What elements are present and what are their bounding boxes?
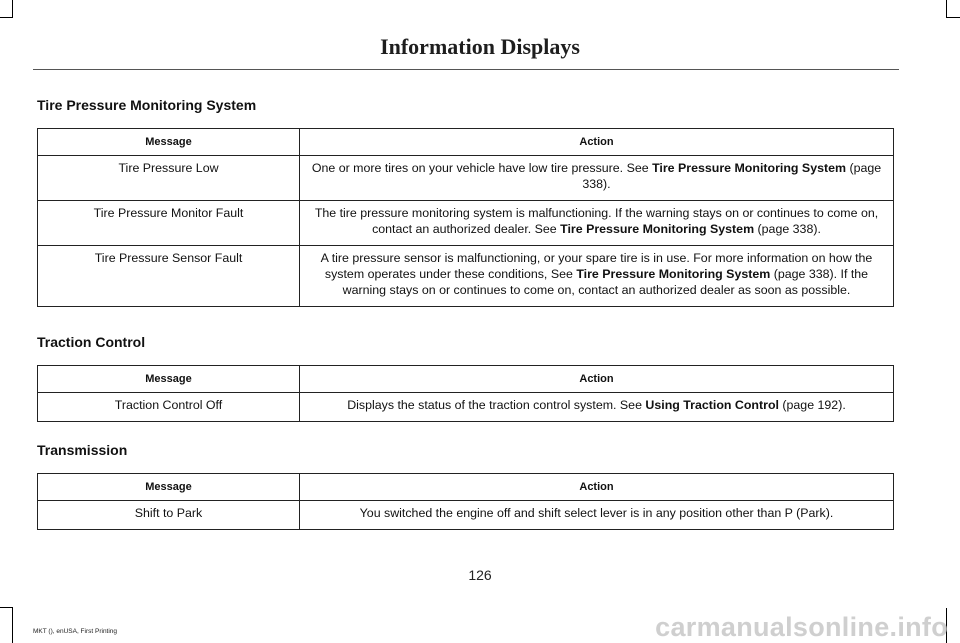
cross-reference-link[interactable]: Tire Pressure Monitoring System	[652, 161, 847, 175]
cross-reference-link[interactable]: Tire Pressure Monitoring System	[576, 267, 771, 281]
column-header-action: Action	[300, 474, 894, 501]
page-reference: (page 338). If the warning stays on or continues to come on, contact an authorized dealer as soon as possible.	[342, 267, 869, 297]
column-header-action: Action	[300, 366, 894, 393]
cross-reference-link[interactable]: Using Traction Control	[645, 398, 779, 412]
crop-mark-top-right-h	[946, 17, 960, 18]
section-title-tire-pressure: Tire Pressure Monitoring System	[37, 97, 257, 113]
crop-mark-bottom-left-h	[0, 607, 13, 608]
crop-mark-top-right-v	[946, 0, 947, 17]
page-reference: (page 338).	[754, 222, 821, 236]
action-text: Displays the status of the traction control system. See	[347, 398, 646, 412]
column-header-message: Message	[38, 129, 300, 156]
transmission-table	[37, 473, 894, 530]
page-reference: (page 338).	[582, 161, 882, 191]
column-header-message: Message	[38, 366, 300, 393]
table-header-row	[38, 366, 894, 393]
action-text: The tire pressure monitoring system is malfunctioning. If the warning stays on or continues to come on, contact an authorized dealer. See	[314, 206, 879, 236]
page-header-title: Information Displays	[380, 34, 580, 59]
action-cell	[300, 201, 894, 246]
action-text: One or more tires on your vehicle have low tire pressure. See	[311, 161, 653, 175]
table-row	[38, 393, 894, 422]
page-number: 126	[468, 567, 492, 583]
table-row	[38, 246, 894, 307]
table-row	[38, 156, 894, 201]
action-text: You switched the engine off and shift select lever is in any position other than P (Park).	[359, 506, 834, 520]
action-cell	[300, 156, 894, 201]
crop-mark-top-left-v	[12, 0, 13, 17]
table-header-row	[38, 474, 894, 501]
table-header-row	[38, 129, 894, 156]
message-cell: Shift to Park	[38, 501, 300, 530]
section-title-traction-control: Traction Control	[37, 334, 146, 350]
action-text: A tire pressure sensor is malfunctioning, or your spare tire is in use. For more information on how the system operates under these conditions, See	[320, 251, 873, 281]
traction-control-table	[37, 365, 894, 422]
action-cell	[300, 501, 894, 530]
table-row	[38, 501, 894, 530]
page-reference: (page 192).	[778, 398, 846, 412]
table-row	[38, 201, 894, 246]
section-title-transmission: Transmission	[37, 442, 128, 458]
crop-mark-bottom-left-v	[12, 608, 13, 643]
message-cell: Tire Pressure Monitor Fault	[38, 201, 300, 246]
watermark: carmanualsonline.info	[655, 612, 948, 642]
message-cell: Traction Control Off	[38, 393, 300, 422]
message-cell: Tire Pressure Low	[38, 156, 300, 201]
cross-reference-link[interactable]: Tire Pressure Monitoring System	[560, 222, 755, 236]
message-cell: Tire Pressure Sensor Fault	[38, 246, 300, 307]
header-divider	[33, 69, 899, 70]
column-header-message: Message	[38, 474, 300, 501]
edition-footer: MKT (), enUSA, First Printing	[33, 628, 118, 635]
column-header-action: Action	[300, 129, 894, 156]
crop-mark-top-left-h	[0, 17, 13, 18]
action-cell	[300, 246, 894, 307]
action-cell	[300, 393, 894, 422]
tire-pressure-table	[37, 128, 894, 307]
